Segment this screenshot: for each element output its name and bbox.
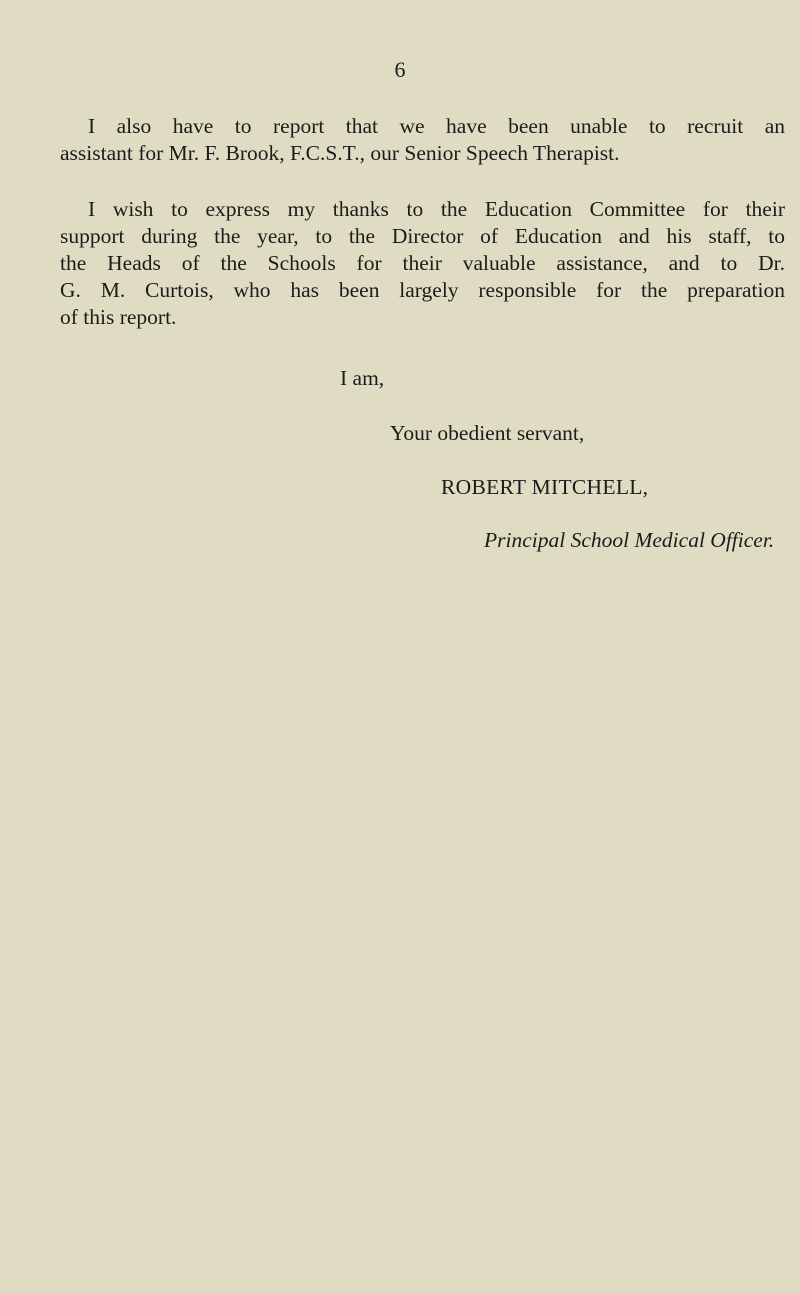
text-line: support during the year, to the Director of Education and his staff, to	[60, 224, 785, 248]
text-line: assistant for Mr. F. Brook, F.C.S.T., our Senior Speech Therapist.	[60, 141, 620, 165]
page-number: 6	[394, 57, 406, 82]
text-line: of this report.	[60, 305, 177, 329]
text-line: I also have to report that we have been unable to recruit an	[88, 114, 785, 138]
closing-valediction: Your obedient servant,	[390, 421, 585, 445]
text-line: the Heads of the Schools for their valuable assistance, and to Dr.	[60, 251, 785, 275]
closing-salutation: I am,	[340, 366, 385, 390]
signatory-title: Principal School Medical Officer.	[484, 528, 775, 552]
paragraph-recruitment	[60, 113, 785, 167]
signatory-name: ROBERT MITCHELL,	[441, 475, 649, 499]
text-line: I wish to express my thanks to the Education Committee for their	[88, 197, 785, 221]
text-line: G. M. Curtois, who has been largely responsible for the preparation	[60, 278, 785, 302]
paragraph-thanks	[60, 196, 785, 331]
